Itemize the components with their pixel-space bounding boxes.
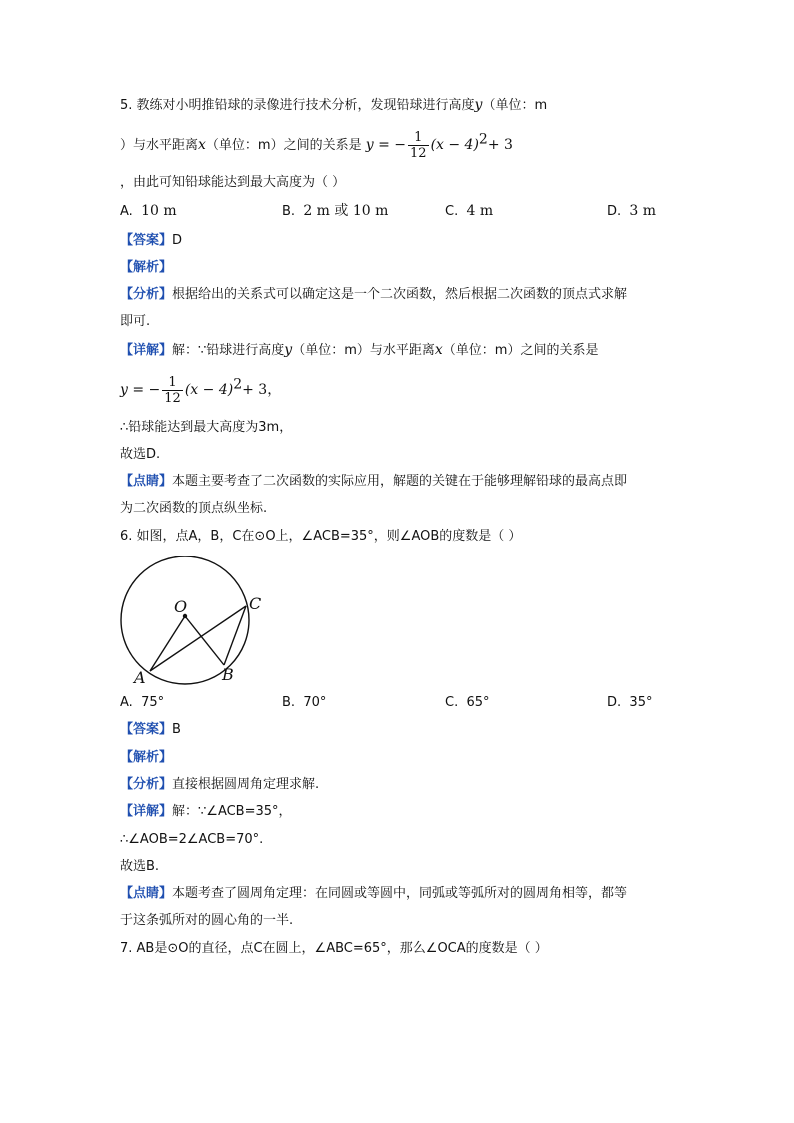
q6-dianjing-line-1	[120, 885, 627, 903]
label-a: A	[134, 668, 146, 687]
option-value: 35°	[629, 695, 653, 710]
q6-stem-text: 6. 如图，点A，B，C在⊙O上，∠ACB=35°，则∠AOB的度数是（ ）	[120, 529, 522, 544]
fenxi-tag: 【分析】	[120, 777, 173, 792]
q5-dianjing-line-2	[120, 500, 267, 518]
circle-figure	[112, 556, 282, 688]
option-label: B.	[282, 204, 296, 219]
label-c: C	[249, 594, 262, 613]
segment-ao	[150, 616, 185, 671]
q5-stem-line-1	[120, 96, 547, 115]
answer-value: D	[172, 233, 183, 248]
jiexi-tag: 【解析】	[120, 750, 173, 765]
var-y: y	[284, 342, 293, 358]
equation-lhs: y = −	[120, 382, 161, 398]
var-y: y	[474, 97, 483, 113]
choose-text: 故选D.	[120, 447, 161, 462]
q5-step-1	[120, 419, 292, 437]
option-value: 4 m	[466, 203, 494, 219]
option-label: D.	[607, 695, 622, 710]
q6-stem	[120, 528, 521, 546]
q5-stem-text: ，由此可知铅球能达到最大高度为（ ）	[120, 175, 346, 190]
q5-answer	[120, 232, 182, 250]
fraction-numerator: 1	[408, 130, 429, 146]
q5-stem-text: （单位：m）之间的关系是	[205, 138, 362, 153]
equation-tail: + 3，	[242, 382, 282, 398]
fraction	[408, 130, 429, 161]
fraction	[162, 375, 183, 406]
q6-xiangjie	[120, 803, 292, 821]
equation-lhs: y = −	[365, 137, 407, 153]
q5-option-a	[120, 202, 177, 221]
dianjing-tag: 【点睛】	[120, 474, 173, 489]
xiangjie-tag: 【详解】	[120, 343, 173, 358]
q5-equation-line	[120, 375, 281, 406]
q7-stem-text: 7. AB是⊙O的直径，点C在圆上，∠ABC=65°，那么∠OCA的度数是（ ）	[120, 941, 548, 956]
q5-fenxi-line-1	[120, 286, 627, 304]
fenxi-text: 直接根据圆周角定理求解.	[172, 777, 320, 792]
xiangjie-text: （单位：m）与水平距离	[292, 343, 435, 358]
option-label: A.	[120, 695, 133, 710]
q5-stem-text: 5. 教练对小明推铅球的录像进行技术分析，发现铅球进行高度	[120, 98, 475, 113]
q6-option-a	[120, 694, 164, 712]
equation-exponent: 2	[478, 131, 488, 148]
q5-xiangjie-line-1	[120, 341, 598, 360]
q5-choose	[120, 446, 160, 464]
equation-paren: (x − 4)	[184, 382, 234, 398]
fenxi-text: 根据给出的关系式可以确定这是一个二次函数，然后根据二次函数的顶点式求解	[172, 287, 628, 302]
q6-choose	[120, 858, 159, 876]
answer-value: B	[172, 722, 181, 737]
xiangjie-tag: 【详解】	[120, 804, 173, 819]
q5-jiexi	[120, 259, 172, 277]
option-value: 10 m	[141, 203, 177, 219]
var-x: x	[198, 137, 206, 153]
q6-option-d	[607, 694, 652, 712]
q5-dianjing-line-1	[120, 473, 627, 491]
xiangjie-text: 解：∵∠ACB=35°，	[172, 804, 292, 819]
answer-tag: 【答案】	[120, 233, 173, 248]
equation-paren: (x − 4)	[430, 137, 479, 153]
segment-ob	[185, 616, 224, 665]
q5-stem-text: ）与水平距离	[120, 138, 199, 153]
option-value: 3 m	[629, 203, 657, 219]
segment-bc	[224, 606, 246, 665]
option-label: C.	[445, 695, 459, 710]
dianjing-tag: 【点睛】	[120, 886, 173, 901]
option-value: 70°	[303, 695, 327, 710]
fraction-denominator: 12	[164, 391, 181, 406]
q6-fenxi	[120, 776, 319, 794]
choose-text: 故选B.	[120, 859, 160, 874]
equation-exponent: 2	[233, 376, 243, 393]
dianjing-text: 本题考查了圆周角定理：在同圆或等圆中，同弧或等弧所对的圆周角相等，都等	[172, 886, 628, 901]
option-label: D.	[607, 204, 622, 219]
option-label: B.	[282, 695, 296, 710]
fenxi-tag: 【分析】	[120, 287, 173, 302]
label-o: O	[174, 597, 188, 616]
q5-option-b	[282, 202, 388, 221]
q7-stem	[120, 940, 548, 958]
q6-step-1	[120, 831, 263, 849]
q5-option-c	[445, 202, 493, 221]
fraction-numerator: 1	[162, 375, 183, 391]
fenxi-text: 即可.	[120, 314, 151, 329]
option-value: 75°	[141, 695, 165, 710]
segment-ac	[150, 606, 246, 671]
xiangjie-text: 解：∵铅球进行高度	[172, 343, 285, 358]
dianjing-text: 于这条弧所对的圆心角的一半.	[120, 913, 294, 928]
label-b: B	[222, 665, 234, 684]
step-text: ∴铅球能达到最大高度为3m，	[120, 420, 293, 435]
fraction-denominator: 12	[410, 146, 427, 161]
q6-jiexi	[120, 749, 172, 767]
var-x: x	[434, 342, 443, 358]
jiexi-tag: 【解析】	[120, 260, 173, 275]
dianjing-text: 本题主要考查了二次函数的实际应用，解题的关键在于能够理解铅球的最高点即	[172, 474, 628, 489]
q6-option-c	[445, 694, 490, 712]
answer-tag: 【答案】	[120, 722, 173, 737]
dianjing-text: 为二次函数的顶点纵坐标.	[120, 501, 268, 516]
equation-tail: + 3	[487, 137, 513, 153]
q5-stem-line-2	[120, 130, 513, 161]
step-text: ∴∠AOB=2∠ACB=70°.	[120, 832, 264, 847]
q5-option-d	[607, 202, 656, 221]
q6-dianjing-line-2	[120, 912, 293, 930]
q5-fenxi-line-2	[120, 313, 150, 331]
option-value: 65°	[466, 695, 490, 710]
unit-text: （单位：m	[482, 98, 548, 113]
q6-option-b	[282, 694, 326, 712]
option-value: 2 m 或 10 m	[303, 203, 389, 219]
xiangjie-text: （单位：m）之间的关系是	[442, 343, 599, 358]
q6-answer	[120, 721, 181, 739]
option-label: A.	[120, 204, 133, 219]
q5-stem-line-3	[120, 174, 345, 192]
option-label: C.	[445, 204, 459, 219]
